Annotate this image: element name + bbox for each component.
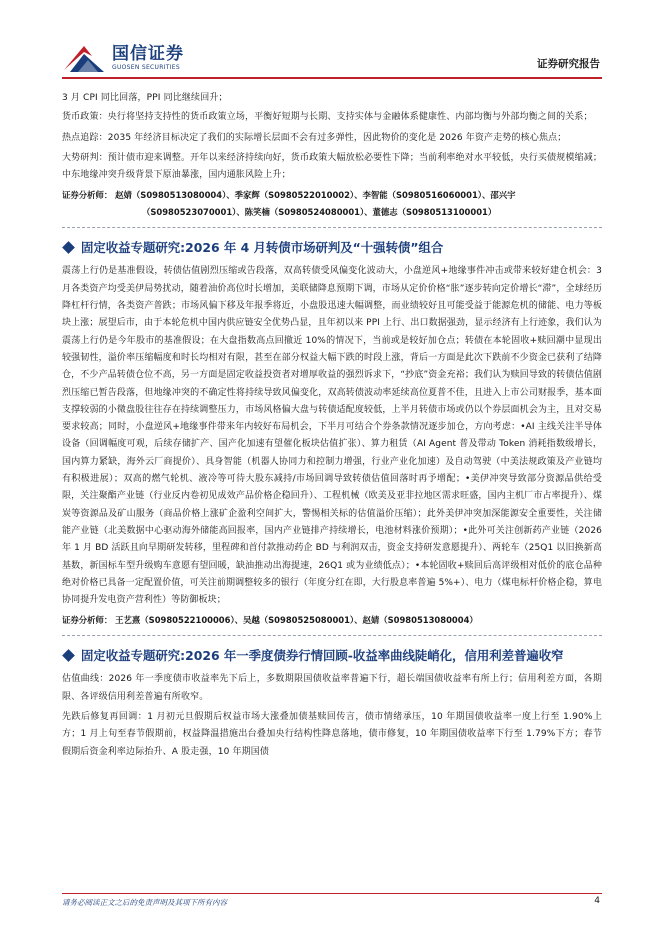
- logo-english-name: GUOSEN SECURITIES: [112, 64, 181, 71]
- diamond-bullet-icon: [62, 242, 75, 255]
- convertible-bond-analysis: 震荡上行仍是基准假设，转债估值剧烈压缩或告段落，双高转债受风偏变化波动大，小盘逆风+地缘事件冲击或带来较好建仓机会：3 月各类资产均受美伊局势扰动，随着油价高位时长增加，美联储降息预期下调，市场从定价价格“胀”逐步转向定价增长“滞”，全球经历降杠杆行情，各类资产普跌；市场风偏下移及年报季将近，小盘股迅速大幅调整，而业绩较好且可能受益于能源危机的储能、电力等板块上涨；展望后市，由于本轮危机中国内供应链安全优势凸显，且年初以来 PPI 上行、出口数据强劲，显示经济有上行迹象，我们认为震荡上行仍是今年股市的基准假设；在大盘指数高点回撤近 10%的情况下，当前或是较好加仓点；转债在本轮固收+赎回潮中显现出较强韧性，溢价率压缩幅度和时长均相对有限，甚至在部分权益大幅下跌的时段上涨，背后一方面是此次下跌前不少资金已获利了结降仓，不少产品转债仓位不高，另一方面是固定收益投资者对增厚收益的强烈诉求下，“抄底”资金充裕；我们认为赎回导致的转债估值剧烈压缩已暂告段落，但地缘冲突的不确定性将持续导致风偏变化，双高转债波动率延续高位夏普不佳，且进入上市公司财报季，基本面支撑较弱的小微盘股往往存在持续调整压力，市场风格偏大盘与转债适配度较低，上半月转债市场或仍以个券层面机会为主，且对交易要求较高；同时，小盘逆风+地缘事件带来年内较好布局机会，下半月可结合个券条款情况逐步加仓，方向考虑：•AI 主线关注半导体设备（回调幅度可观，后续存储扩产、国产化加速有望催化板块估值扩张）、算力租赁（AI Agent 普及带动 Token 消耗指数级增长，国内算力紧缺，海外云厂商提价）、具身智能（机器人协同力和控制力增强，行业产业化加速）及自动驾驶（中美法规政策及产业链均有积极进展）；双高的燃气轮机、液冷等可待大股东减持/市场回调导致转债估值回落时再予增配；•美伊冲突导致部分资源品供给受限，关注聚酯产业链（行业反内卷初见成效产品价格企稳回升）、工程机械（欧美及亚非拉地区需求旺盛，国内主机厂市占率提升）、煤炭等资源品及矿山服务（商品价格上涨矿企盈利空间扩大，警惕相关标的估值溢价压缩）；此外美伊冲突加深能源安全重要性，关注储能产业链（北美数据中心驱动海外储能高回报率，国内产业链排产持续增长，电池材料涨价预期）；•此外可关注创新药产业链（2026 年 1 月 BD 活跃且向早期研发转移，里程碑和首付款推动药企 BD 与利润双击，资金支持研发意愿提升）、两轮车（25Q1 以旧换新高基数，新国标车型升级购车意愿有望回暖，缺油推动出海提速，26Q1 或为业绩低点）；•本轮固收+赎回后高评级相对低价的底仓品种绝对价格已具备一定配置价值，可关注前期调整较多的银行（年度分红在即，大行股息率普遍 5%+）、电力（煤电标杆价格企稳，算电协同提升发电资产营利性）等防御板块；: [62, 266, 602, 606]
- outlook-paragraph: 大势研判：预计债市迎来调整。开年以来经济持续向好，货币政策大幅放松必要性下降；当前利率绝对水平较低，央行买债规模缩减；中东地缘冲突升级背景下原油暴涨，国内通胀风险上升；: [62, 152, 602, 181]
- yield-curve-paragraph: 估值曲线：2026 年一季度债市收益率先下后上，多数期限国债收益率普遍下行，超长端国债收益率有所上行；信用利差方面，各期限、各评级信用利差普遍有所收窄。: [62, 674, 602, 702]
- section-divider: [62, 635, 602, 636]
- monetary-policy-paragraph: 货币政策：央行将坚持支持性的货币政策立场，平衡好短期与长期、支持实体与金融体系健康性、内部均衡与外部均衡之间的关系；: [62, 112, 593, 123]
- page-header: [0, 0, 662, 82]
- section-heading-convertible-bonds: [62, 238, 602, 257]
- hotspot-paragraph: 热点追踪：2035 年经济目标决定了我们的实际增长层面不会有过多弹性，因此物价的变化是 2026 年资产走势的核心焦点；: [62, 132, 567, 143]
- cpi-paragraph: 3 月 CPI 同比回落，PPI 同比继续回升；: [62, 93, 228, 103]
- analysts-names: 王艺熹（S0980522100006）、吴越（S0980525080001）、赵婧（S0980513080004）: [115, 615, 478, 626]
- section-title-text: 固定收益专题研究:2026 年一季度债券行情回顾-收益率曲线陡峭化，信用利差普遍收窄: [81, 648, 564, 664]
- page-number: 4: [594, 896, 600, 906]
- diamond-bullet-icon: [62, 650, 75, 663]
- section-heading-bond-review: [62, 646, 602, 665]
- footer-divider: [62, 893, 602, 894]
- main-content: [62, 90, 602, 764]
- disclaimer-note: 请务必阅读正文之后的免责声明及其项下所有内容: [62, 898, 227, 907]
- analysts-names-line2: （S0980523070001）、陈笑楠（S0980524080001）、董德志（S0980513100001）: [142, 207, 497, 218]
- market-trend-paragraph: 先跌后修复再回调：1 月初元旦假期后权益市场大涨叠加债基赎回传言，债市情绪承压，10 年期国债收益率一度上行至 1.90%上方；1 月上旬至春节假期前，权益降温措施出台叠加央行结构性降息落地，债市修复，10 年期国债收益率下行至 1.79%下方；春节假期后资金利率边际抬升、A 股走强，10 年期国债: [62, 712, 602, 757]
- analysts-names-line1: 赵婧（S0980513080004）、季家辉（S0980522010002）、李智能（S0980516060001）、邵兴宇: [115, 190, 516, 201]
- section-divider: [62, 227, 602, 228]
- guosen-logo-icon: [62, 42, 106, 74]
- report-type-label: 证券研究报告: [537, 58, 600, 70]
- logo: [62, 42, 184, 74]
- analysts-block-1: [62, 187, 602, 221]
- analysts-label: 证券分析师：: [62, 615, 113, 626]
- analysts-block-2: [62, 612, 602, 629]
- header-divider: [62, 77, 602, 79]
- logo-chinese-name: 国信证券: [112, 44, 184, 64]
- section-title-text: 固定收益专题研究:2026 年 4 月转债市场研判及“十强转债”组合: [81, 240, 444, 256]
- analysts-label: 证券分析师：: [62, 190, 113, 201]
